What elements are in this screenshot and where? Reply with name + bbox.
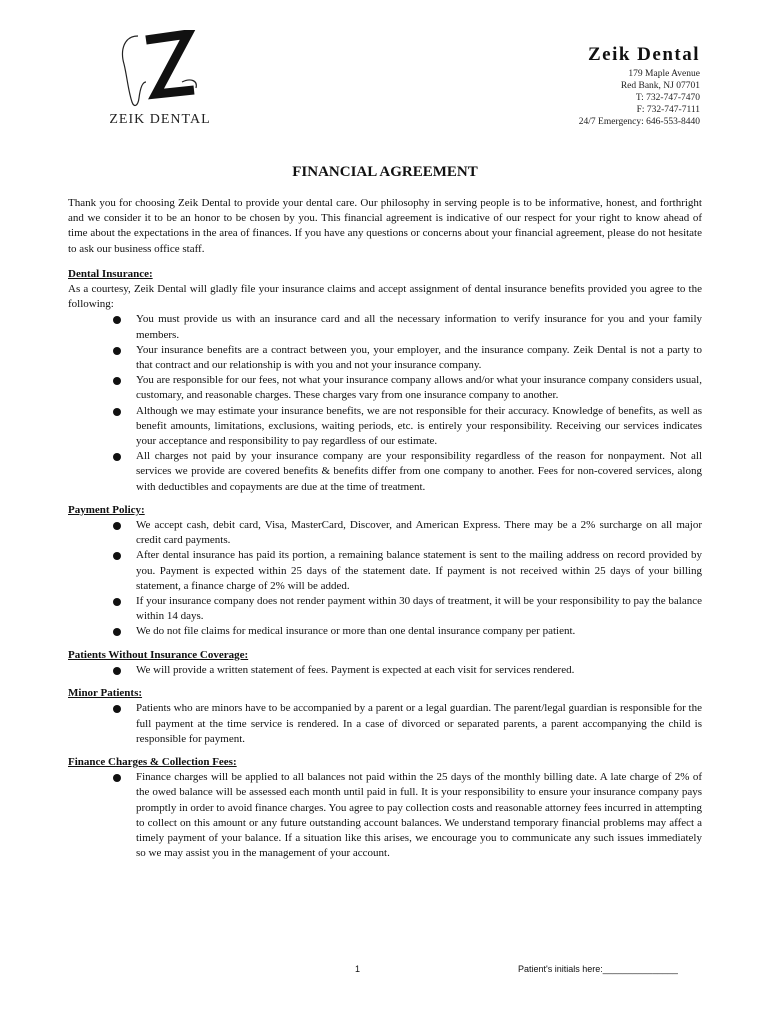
section-no-insurance [68, 648, 702, 678]
logo-text: ZEIK DENTAL [109, 112, 211, 127]
list-item: Finance charges will be applied to all balances not paid within the 25 days of the monthly billing date. A late charge of 2% of the owed balance will be assessed each month until paid in full. It is your responsibility to ensure your insurance company pays promptly in order to avoid finance charges. You agree to pay collection costs and reasonable attorney fees incurred in attempting to collect on this amount or any future outstanding account balances. We understand temporary financial problems may affect a timely payment of your balance. If a situation like this arises, we encourage you to communicate any such issues immediately so we may assist you in the management of your account. [68, 770, 702, 861]
practice-name: Zeik Dental [587, 44, 700, 65]
list-item: We do not file claims for medical insurance or more than one dental insurance company per patient. [68, 624, 702, 639]
bullet-icon [113, 347, 121, 355]
list-item: We accept cash, debit card, Visa, MasterCard, Discover, and American Express. There may be a 2% surcharge on all major credit card payments. [68, 518, 702, 548]
list-item: Your insurance benefits are a contract between you, your employer, and the insurance company. Zeik Dental is not a party to that contract and our relationship is with you and not your insurance company. [68, 343, 702, 373]
section-minor-patients [68, 686, 702, 747]
section-heading: Minor Patients: [68, 687, 143, 700]
section-heading: Dental Insurance: [68, 267, 153, 280]
document-title: FINANCIAL AGREEMENT [292, 164, 478, 180]
address-line-2: Red Bank, NJ 07701 [620, 81, 700, 91]
address-line-1: 179 Maple Avenue [628, 69, 700, 79]
phone-number: T: 732-747-7470 [635, 93, 700, 103]
bullet-icon [113, 628, 121, 636]
section-payment-policy [68, 503, 702, 640]
list-item: You must provide us with an insurance card and all the necessary information to verify insurance for you and your family members. [68, 312, 702, 342]
intro-paragraph: Thank you for choosing Zeik Dental to provide your dental care. Our philosophy in serving people is to be informative, honest, and forthright and we consider it to be an honor to be chosen by you. This financial agreement is indicative of our respect for your right to know ahead of time about the expectations in the area of finances. If you have any questions or concerns about your financial agreement, please do not hesitate to ask our business office staff. [68, 197, 702, 255]
page-number: 1 [355, 964, 361, 974]
section-heading: Finance Charges & Collection Fees: [68, 755, 237, 768]
tooth-z-logo-icon [116, 30, 204, 110]
practice-contact-block [579, 44, 700, 128]
bullet-icon [113, 522, 121, 530]
bullet-icon [113, 774, 121, 782]
bullet-icon [113, 316, 121, 324]
list-item: You are responsible for our fees, not what your insurance company allows and/or what your insurance company considers usual, customary, and reasonable charges. These charges vary from one insurance company to another. [68, 373, 702, 403]
section-finance-charges [68, 755, 702, 861]
list-item: All charges not paid by your insurance company are your responsibility regardless of the reason for nonpayment. Not all services we provide are covered benefits & benefits differ from one company to another. Fees for non-covered services, along with deductibles and copayments are due at the time of treatment. [68, 449, 702, 495]
section-dental-insurance [68, 267, 702, 495]
agreement-body [68, 196, 702, 861]
list-item: Patients who are minors have to be accompanied by a parent or a legal guardian. The parent/legal guardian is responsible for the full payment at the time service is rendered. In a case of divorced or separated parents, a parent accompanying the child is responsible for payment. [68, 701, 702, 747]
bullet-icon [113, 667, 121, 675]
list-item: Although we may estimate your insurance benefits, we are not responsible for their accuracy. Knowledge of benefits, as well as benefit amounts, limitations, exclusions, waiting periods, etc. is entirely your responsibility. Receiving our services indicates your acceptance and responsibility to pay regardless of our estimate. [68, 404, 702, 450]
list-item: We will provide a written statement of fees. Payment is expected at each visit for services rendered. [68, 663, 702, 678]
bullet-icon [113, 598, 121, 606]
bullet-icon [113, 453, 121, 461]
emergency-number: 24/7 Emergency: 646-553-8440 [578, 117, 700, 127]
bullet-icon [113, 705, 121, 713]
list-item: After dental insurance has paid its portion, a remaining balance statement is sent to the mailing address on record provided by you. Payment is expected within 25 days of the statement date. If payment is not received within 25 days of your billing statement, a finance charge of 2% will be added. [68, 548, 702, 594]
bullet-icon [113, 377, 121, 385]
section-text: As a courtesy, Zeik Dental will gladly file your insurance claims and accept assignment of dental insurance benefits provided you agree to the following: [68, 283, 702, 311]
bullet-icon [113, 552, 121, 560]
section-heading: Payment Policy: [68, 503, 145, 516]
section-heading: Patients Without Insurance Coverage: [68, 648, 249, 661]
bullet-icon [113, 408, 121, 416]
zeik-dental-logo [108, 30, 212, 130]
list-item: If your insurance company does not render payment within 30 days of treatment, it will be your responsibility to pay the balance within 14 days. [68, 594, 702, 624]
patient-initials-field[interactable]: Patient's initials here:_______________ [518, 964, 678, 974]
fax-number: F: 732-747-7111 [636, 105, 700, 115]
